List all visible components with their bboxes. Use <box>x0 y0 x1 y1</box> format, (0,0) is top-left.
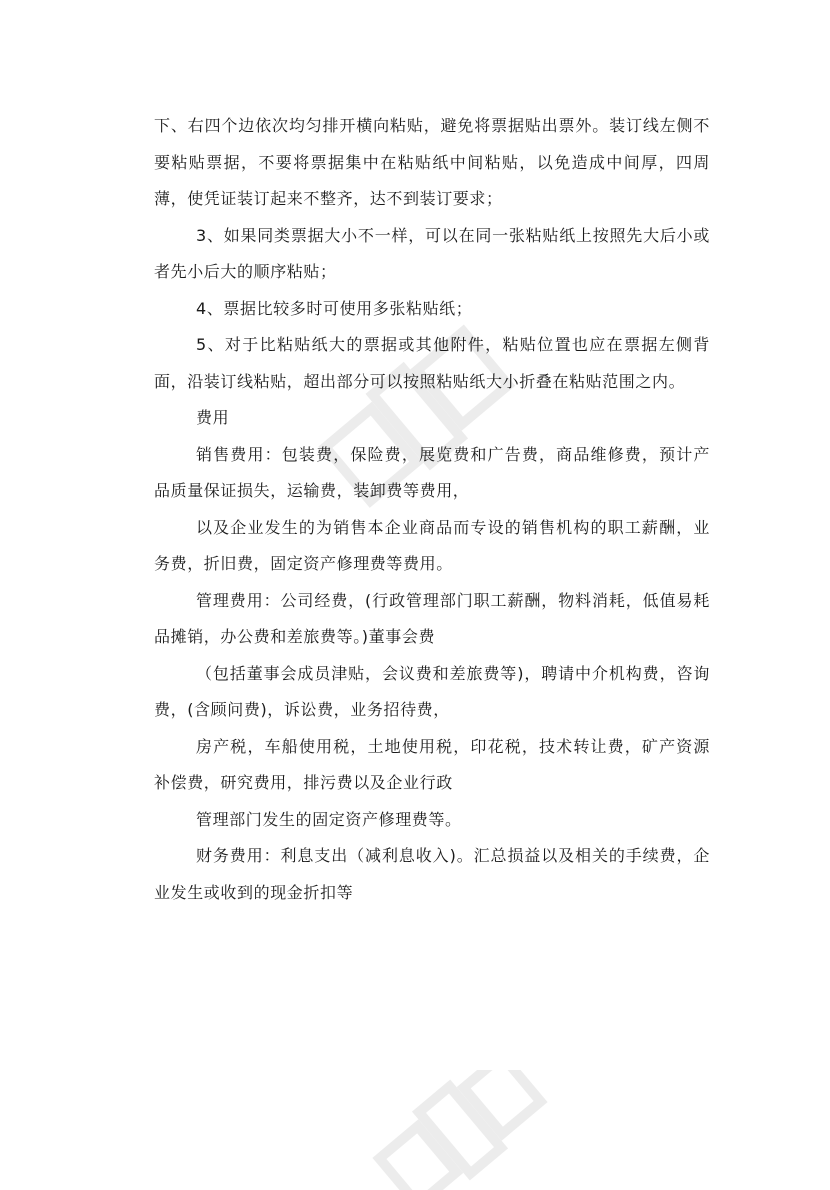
paragraph-selling-expenses-cont: 以及企业发生的为销售本企业商品而专设的销售机构的职工薪酬，业务费，折旧费，固定资产修理费等费用。 <box>154 517 710 573</box>
section-heading-expenses: 费用 <box>196 408 230 427</box>
paragraph-taxes: 房产税，车船使用税，土地使用税，印花税，技术转让费，矿产资源补偿费，研究费用，排污费以及企业行政 <box>154 736 710 792</box>
paragraph-rule-4: 4、票据比较多时可使用多张粘贴纸； <box>196 298 473 318</box>
paragraph-selling-expenses: 销售费用：包装费，保险费，展览费和广告费，商品维修费，预计产品质量保证损失，运输费，装卸费等费用， <box>154 444 710 500</box>
document-body <box>154 108 710 911</box>
paragraph-admin-expenses: 管理费用：公司经费，(行政管理部门职工薪酬，物料消耗，低值易耗品摊销，办公费和差旅费等。)董事会费 <box>154 590 710 646</box>
paragraph-rule-3: 3、如果同类票据大小不一样，可以在同一张粘贴纸上按照先大后小或者先小后大的顺序粘贴； <box>154 225 710 281</box>
paragraph-admin-expenses-cont: （包括董事会成员津贴，会议费和差旅费等)，聘请中介机构费，咨询费，(含顾问费)，诉讼费，业务招待费， <box>154 663 710 719</box>
paragraph-paste-rules-continued: 下、右四个边依次均匀排开横向粘贴，避免将票据贴出票外。装订线左侧不要粘贴票据，不要将票据集中在粘贴纸中间粘贴，以免造成中间厚，四周薄，使凭证装订起来不整齐，达不到装订要求； <box>154 116 710 208</box>
paragraph-repair-costs: 管理部门发生的固定资产修理费等。 <box>196 809 462 829</box>
watermark-stamp-icon <box>360 1070 560 1190</box>
paragraph-rule-5: 5、对于比粘贴纸大的票据或其他附件，粘贴位置也应在票据左侧背面，沿装订线粘贴，超出部分可以按照粘贴纸大小折叠在粘贴范围之内。 <box>154 335 710 391</box>
paragraph-financial-expenses: 财务费用：利息支出（减利息收入)。汇总损益以及相关的手续费，企业发生或收到的现金折扣等 <box>154 846 710 902</box>
